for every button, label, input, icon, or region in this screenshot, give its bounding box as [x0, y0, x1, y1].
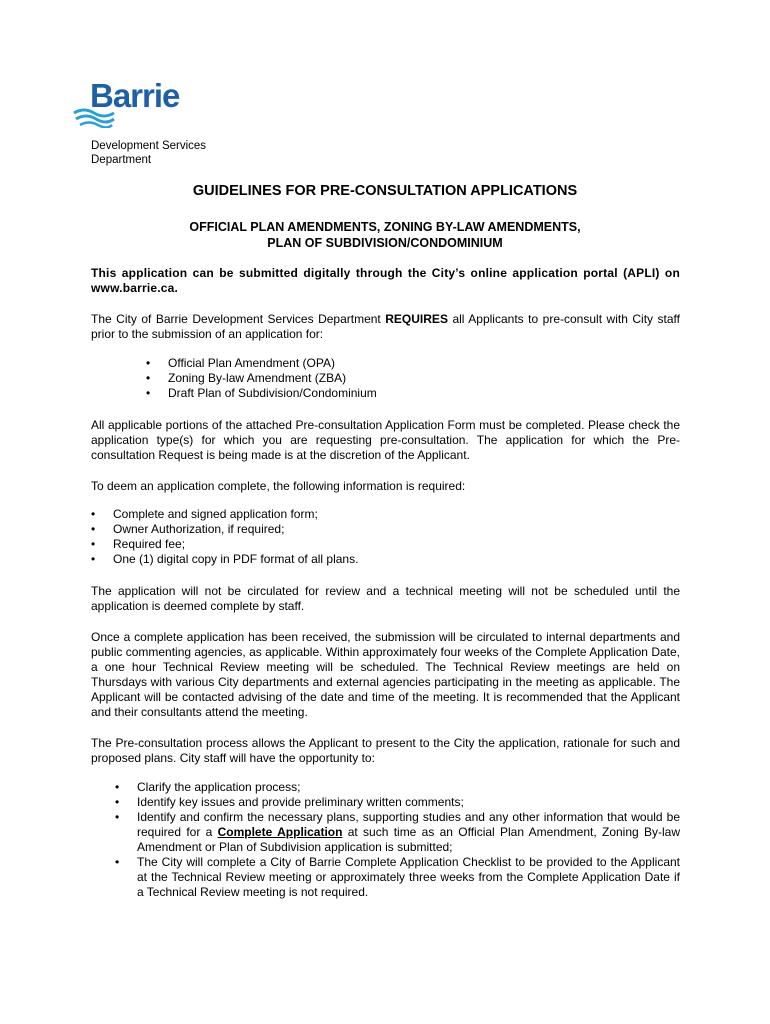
form-paragraph: All applicable portions of the attached Pre-consultation Application Form must be completed. Please check the application type(s) for which you are requesting pre-consultation. The application for which the Pre-consultation Request is being made is at the discretion of the Applicant.: [91, 418, 680, 462]
list-item: • Identify key issues and provide preliminary written comments;: [137, 795, 680, 810]
circulation-note: The application will not be circulated for review and a technical meeting will not be scheduled until the application is deemed complete by staff.: [91, 584, 680, 613]
department-label: [91, 139, 206, 167]
barrie-logo: [72, 77, 190, 128]
intro-requires: REQUIRES: [385, 312, 448, 326]
list-item: • Owner Authorization, if required;: [113, 522, 680, 537]
meeting-paragraph: Once a complete application has been received, the submission will be circulated to internal departments and public commenting agencies, as applicable. Within approximately four weeks of the Complete Application Date, a one hour Technical Review meeting will be scheduled. The Technical Review meetings are held on Thursdays with various City departments and external agencies participating in the meeting as applicable. The Applicant will be contacted advising of the date and time of the meeting. It is recommended that the Applicant and their consultants attend the meeting.: [91, 630, 680, 719]
list-item: • The City will complete a City of Barrie Complete Application Checklist to be provided to the Applicant at the Technical Review meeting or approximately three weeks from the Complete Application Date if a Technical Review meeting is not required.: [137, 855, 680, 900]
list-item: • One (1) digital copy in PDF format of all plans.: [113, 552, 680, 567]
wave-icon: [72, 106, 116, 128]
list-item: • Zoning By-law Amendment (ZBA): [168, 371, 680, 386]
complete-application-emphasis: Complete Application: [217, 825, 343, 839]
list-item: • Draft Plan of Subdivision/Condominium: [168, 386, 680, 401]
department-line-1: Development Services: [91, 140, 207, 152]
intro-text-before: The City of Barrie Development Services Department: [91, 312, 386, 326]
subtitle-line-1: OFFICIAL PLAN AMENDMENTS, ZONING BY-LAW AMENDMENTS,: [189, 220, 581, 234]
logo-wordmark: Barrie: [90, 77, 180, 114]
process-intro: The Pre-consultation process allows the Applicant to present to the City the application, rationale for such and proposed plans. City staff will have the opportunity to:: [91, 736, 680, 765]
item3-text-before: Identify and confirm the necessary plans, supporting studies and any other information that would be required for a: [137, 810, 680, 839]
department-line-2: Department: [91, 154, 152, 166]
portal-note: This application can be submitted digitally through the City’s online application portal (APLI) on www.barrie.ca.: [91, 266, 680, 295]
item3-text-after: at such time as an Official Plan Amendment, Zoning By-law Amendment or Plan of Subdivision application is submitted;: [137, 825, 680, 854]
list-item: [137, 810, 680, 855]
intro-paragraph: [91, 312, 680, 342]
subtitle-line-2: PLAN OF SUBDIVISION/CONDOMINIUM: [267, 236, 503, 250]
list-item: • Clarify the application process;: [137, 780, 680, 795]
list-item: • Required fee;: [113, 537, 680, 552]
list-item: • Complete and signed application form;: [113, 507, 680, 522]
application-types-list: [168, 356, 680, 401]
required-items-list: [113, 507, 680, 567]
complete-intro: To deem an application complete, the following information is required:: [91, 479, 466, 493]
document-body: [91, 266, 680, 916]
document-title: GUIDELINES FOR PRE-CONSULTATION APPLICATIONS: [192, 183, 578, 199]
document-subtitle: [0, 219, 770, 251]
intro-text-after: all Applicants to pre-consult with City staff prior to the submission of an application for:: [91, 312, 680, 341]
list-item: • Official Plan Amendment (OPA): [168, 356, 680, 371]
opportunities-list: [137, 780, 680, 900]
